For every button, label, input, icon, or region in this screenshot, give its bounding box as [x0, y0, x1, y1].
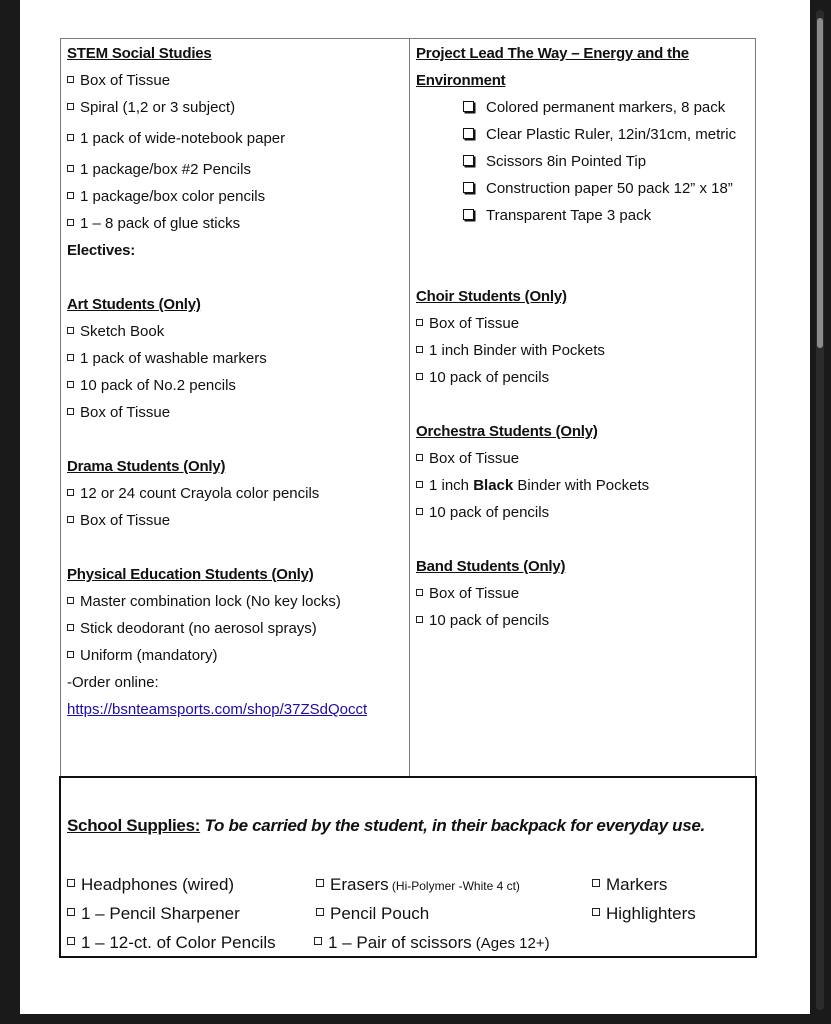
checkbox-icon	[67, 327, 74, 334]
list-item: Box of Tissue	[416, 315, 519, 333]
list-item: 1 pack of wide-notebook paper	[67, 130, 285, 148]
checkbox-icon	[316, 879, 324, 887]
order-link-line	[67, 701, 367, 719]
checkbox-icon	[416, 616, 423, 623]
checkbox-icon	[463, 182, 474, 193]
checkbox-icon	[592, 908, 600, 916]
list-item: 1 package/box color pencils	[67, 188, 265, 206]
list-item: Transparent Tape 3 pack	[463, 207, 651, 225]
list-item: 10 pack of pencils	[416, 504, 549, 522]
electives-label: Electives:	[67, 242, 136, 259]
list-item: 10 pack of pencils	[416, 369, 549, 387]
choir-heading: Choir Students (Only)	[416, 288, 567, 305]
list-item: 1 – Pencil Sharpener	[67, 904, 240, 924]
list-item: Highlighters	[592, 904, 696, 924]
checkbox-icon	[463, 209, 474, 220]
checkbox-icon	[463, 128, 474, 139]
checkbox-icon	[416, 373, 423, 380]
stem-heading: STEM Social Studies	[67, 45, 212, 62]
pe-heading: Physical Education Students (Only)	[67, 566, 314, 583]
checkbox-icon	[67, 651, 74, 658]
list-item: Colored permanent markers, 8 pack	[463, 99, 725, 117]
checkbox-icon	[67, 597, 74, 604]
list-item: Markers	[592, 875, 667, 895]
art-heading: Art Students (Only)	[67, 296, 201, 313]
list-item: 10 pack of pencils	[416, 612, 549, 630]
list-item: Box of Tissue	[416, 450, 519, 468]
checkbox-icon	[316, 908, 324, 916]
checkbox-icon	[67, 937, 75, 945]
column-divider	[409, 38, 410, 778]
checkbox-icon	[463, 155, 474, 166]
order-online-label: -Order online:	[67, 674, 159, 691]
list-item: Erasers (Hi-Polymer -White 4 ct)	[316, 875, 520, 896]
list-item: 1 – 8 pack of glue sticks	[67, 215, 240, 233]
checkbox-icon	[67, 381, 74, 388]
list-item: Sketch Book	[67, 323, 164, 341]
pltw-heading-line2: Environment	[416, 72, 506, 89]
list-item: Box of Tissue	[416, 585, 519, 603]
list-item: Box of Tissue	[67, 512, 170, 530]
checkbox-icon	[463, 101, 474, 112]
checkbox-icon	[592, 879, 600, 887]
order-online-link[interactable]: https://bsnteamsports.com/shop/37ZSdQocct	[67, 701, 368, 718]
list-item: 1 – 12-ct. of Color Pencils	[67, 933, 276, 953]
scrollbar[interactable]	[816, 10, 824, 1010]
list-item: Scissors 8in Pointed Tip	[463, 153, 646, 171]
drama-heading: Drama Students (Only)	[67, 458, 226, 475]
scrollbar-thumb[interactable]	[817, 18, 823, 348]
checkbox-icon	[67, 165, 74, 172]
list-item: Box of Tissue	[67, 72, 170, 90]
checkbox-icon	[67, 219, 74, 226]
list-item: Pencil Pouch	[316, 904, 429, 924]
checkbox-icon	[67, 134, 74, 141]
checkbox-icon	[67, 408, 74, 415]
school-supplies-box	[59, 776, 757, 958]
school-supplies-title: School Supplies: To be carried by the student, in their backpack for everyday use.	[67, 816, 705, 835]
list-item: Headphones (wired)	[67, 875, 234, 895]
checkbox-icon	[67, 103, 74, 110]
list-item: Spiral (1,2 or 3 subject)	[67, 99, 235, 117]
checkbox-icon	[416, 454, 423, 461]
list-item: Construction paper 50 pack 12” x 18”	[463, 180, 733, 198]
list-item: Box of Tissue	[67, 404, 170, 422]
checkbox-icon	[416, 589, 423, 596]
pltw-heading-line1: Project Lead The Way – Energy and the	[416, 45, 689, 62]
list-item: Uniform (mandatory)	[67, 647, 218, 665]
checkbox-icon	[67, 76, 74, 83]
checkbox-icon	[314, 937, 322, 945]
list-item: 10 pack of No.2 pencils	[67, 377, 236, 395]
checkbox-icon	[67, 516, 74, 523]
list-item: 1 pack of washable markers	[67, 350, 267, 368]
checkbox-icon	[416, 508, 423, 515]
checkbox-icon	[416, 346, 423, 353]
checkbox-icon	[67, 908, 75, 916]
list-item: 1 inch Black Binder with Pockets	[416, 477, 649, 495]
list-item: Stick deodorant (no aerosol sprays)	[67, 620, 317, 638]
orchestra-heading: Orchestra Students (Only)	[416, 423, 598, 440]
list-item: 1 package/box #2 Pencils	[67, 161, 251, 179]
band-heading: Band Students (Only)	[416, 558, 566, 575]
checkbox-icon	[416, 319, 423, 326]
checkbox-icon	[67, 354, 74, 361]
list-item: 1 – Pair of scissors (Ages 12+)	[314, 933, 550, 954]
checkbox-icon	[416, 481, 423, 488]
checkbox-icon	[67, 489, 74, 496]
list-item: Clear Plastic Ruler, 12in/31cm, metric	[463, 126, 736, 144]
list-item: Master combination lock (No key locks)	[67, 593, 341, 611]
list-item: 12 or 24 count Crayola color pencils	[67, 485, 319, 503]
checkbox-icon	[67, 624, 74, 631]
checkbox-icon	[67, 192, 74, 199]
checkbox-icon	[67, 879, 75, 887]
list-item: 1 inch Binder with Pockets	[416, 342, 605, 360]
